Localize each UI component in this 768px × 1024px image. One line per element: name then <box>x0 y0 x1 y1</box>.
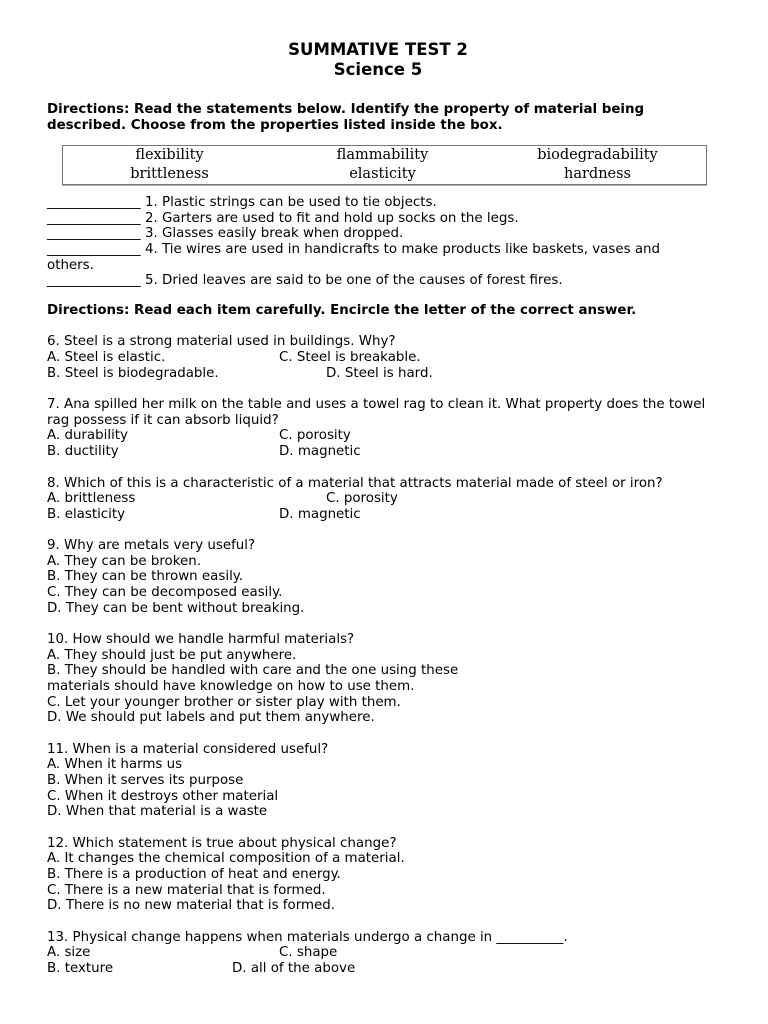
question-stem: 10. How should we handle harmful materials? <box>47 632 355 648</box>
choice-a[interactable]: A. It changes the chemical composition of a material. <box>47 851 405 867</box>
fill-item-4 <box>47 242 709 258</box>
choice-d[interactable]: D. We should put labels and put them anywhere. <box>47 710 375 726</box>
question-stem: 9. Why are metals very useful? <box>47 538 256 554</box>
item-text: 5. Dried leaves are said to be one of the causes of forest fires. <box>145 273 563 289</box>
choice-b[interactable]: B. elasticity <box>47 506 126 522</box>
question-6 <box>47 334 709 381</box>
choice-d[interactable]: D. When that material is a waste <box>47 804 268 820</box>
question-7 <box>47 397 709 459</box>
item-text: 1. Plastic strings can be used to tie objects. <box>145 195 437 211</box>
choice-b[interactable]: B. texture <box>47 960 114 976</box>
fill-in-items <box>47 195 709 289</box>
choice-c[interactable]: C. porosity <box>279 428 351 444</box>
choice-d[interactable]: D. There is no new material that is formed. <box>47 898 336 914</box>
choice-c[interactable]: C. Steel is breakable. <box>279 349 421 365</box>
property-option: flammability <box>336 147 429 164</box>
question-11 <box>47 742 709 820</box>
answer-blank[interactable]: ______________ <box>47 195 141 211</box>
answer-blank[interactable]: ______________ <box>47 210 141 226</box>
item-text: 4. Tie wires are used in handicrafts to make products like baskets, vases and <box>145 241 661 257</box>
choice-b[interactable]: B. They can be thrown easily. <box>47 569 244 585</box>
choice-a[interactable]: A. brittleness <box>47 491 136 507</box>
property-option: biodegradability <box>537 147 658 164</box>
test-page <box>47 40 709 977</box>
properties-box <box>62 145 707 185</box>
choice-c[interactable]: C. When it destroys other material <box>47 788 279 804</box>
property-option: flexibility <box>135 147 204 164</box>
choice-d[interactable]: D. magnetic <box>279 443 361 459</box>
choice-c[interactable]: C. shape <box>279 945 338 961</box>
fill-item-5 <box>47 273 709 289</box>
part2-directions: Directions: Read each item carefully. Encircle the letter of the correct answer. <box>47 302 637 318</box>
property-option: elasticity <box>349 166 416 183</box>
subject-title: Science 5 <box>333 60 423 79</box>
choice-b[interactable]: B. Steel is biodegradable. <box>47 365 219 381</box>
choice-b[interactable]: B. ductility <box>47 443 119 459</box>
choice-a[interactable]: A. durability <box>47 428 128 444</box>
item-text: 3. Glasses easily break when dropped. <box>145 226 404 242</box>
choice-b[interactable]: B. When it serves its purpose <box>47 773 244 788</box>
question-stem: 13. Physical change happens when materials undergo a change in __________. <box>47 929 568 945</box>
question-stem: 8. Which of this is a characteristic of a material that attracts material made of steel or iron? <box>47 475 663 491</box>
fill-item-4-continued: others. <box>47 257 94 273</box>
choice-c[interactable]: C. There is a new material that is formed. <box>47 882 326 898</box>
choice-b[interactable]: B. They should be handled with care and the one using these <box>47 663 459 679</box>
test-title: SUMMATIVE TEST 2 <box>288 40 468 59</box>
choice-a[interactable]: A. Steel is elastic. <box>47 349 166 365</box>
question-8 <box>47 476 709 523</box>
choice-d[interactable]: D. magnetic <box>279 506 361 522</box>
question-10 <box>47 632 709 726</box>
choice-a[interactable]: A. When it harms us <box>47 757 183 773</box>
property-option: hardness <box>564 166 631 183</box>
fill-item-2 <box>47 211 709 227</box>
choice-a[interactable]: A. They can be broken. <box>47 553 201 569</box>
part1-directions: Directions: Read the statements below. Identify the property of material being described. Choose from the properties listed inside the box. <box>47 102 645 133</box>
item-text: 2. Garters are used to fit and hold up socks on the legs. <box>145 210 519 226</box>
choice-d[interactable]: D. Steel is hard. <box>326 365 433 381</box>
choice-b[interactable]: B. There is a production of heat and energy. <box>47 866 341 882</box>
choice-a[interactable]: A. They should just be put anywhere. <box>47 647 297 663</box>
choice-c[interactable]: C. Let your younger brother or sister play with them. <box>47 694 401 710</box>
question-stem: 6. Steel is a strong material used in buildings. Why? <box>47 334 396 350</box>
question-9 <box>47 538 709 616</box>
choice-d[interactable]: D. They can be bent without breaking. <box>47 600 305 616</box>
answer-blank[interactable]: ______________ <box>47 273 141 289</box>
property-option: brittleness <box>130 166 209 183</box>
question-stem: 11. When is a material considered useful? <box>47 741 329 757</box>
choice-c[interactable]: C. porosity <box>326 491 398 507</box>
question-12 <box>47 836 709 914</box>
answer-blank[interactable]: ______________ <box>47 241 141 257</box>
question-stem: 7. Ana spilled her milk on the table and uses a towel rag to clean it. What property does the towel rag possess if it can absorb liquid? <box>47 397 706 428</box>
fill-item-1 <box>47 195 709 211</box>
fill-item-3 <box>47 226 709 242</box>
choice-c[interactable]: C. They can be decomposed easily. <box>47 585 283 601</box>
answer-blank[interactable]: ______________ <box>47 226 141 242</box>
question-stem: 12. Which statement is true about physical change? <box>47 835 397 851</box>
question-13 <box>47 930 709 977</box>
choice-d[interactable]: D. all of the above <box>232 960 356 976</box>
choice-a[interactable]: A. size <box>47 945 91 961</box>
choice-b-continued: materials should have knowledge on how to use them. <box>47 679 415 695</box>
